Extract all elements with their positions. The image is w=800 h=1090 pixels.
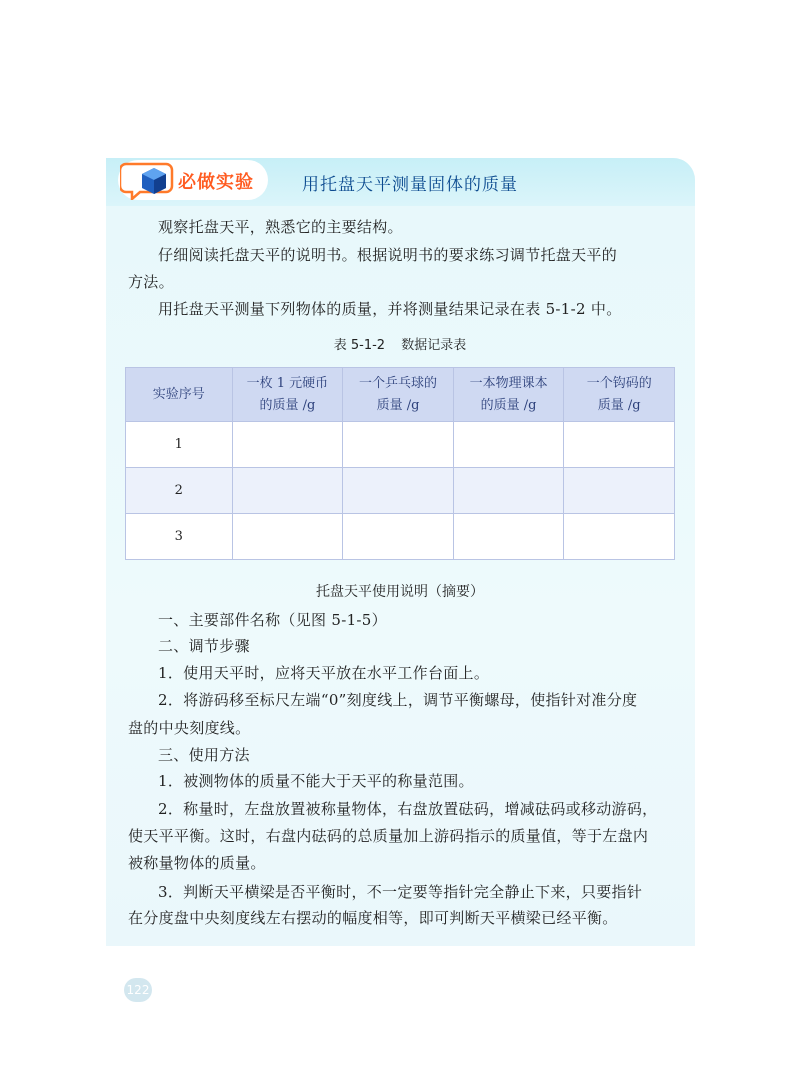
section-title: 用托盘天平测量固体的质量: [302, 175, 518, 195]
table-cell-empty[interactable]: [453, 422, 564, 468]
header-hook-weight-mass-line2: 质量 /g: [597, 397, 641, 413]
header-pingpong-mass-line2: 质量 /g: [376, 397, 420, 413]
header-textbook-mass-line1: 一本物理课本: [469, 375, 548, 391]
header-trial-number: [126, 368, 233, 422]
speech-bubble-cube-icon: [120, 160, 180, 200]
table-caption: [0, 334, 800, 353]
table-cell-empty[interactable]: [564, 422, 675, 468]
manual-title: 托盘天平使用说明（摘要）: [316, 584, 484, 600]
manual-line-3: 1．使用天平时，应将天平放在水平工作台面上。: [158, 664, 490, 682]
table-cell-empty[interactable]: [453, 514, 564, 560]
trial-number-cell: 1: [126, 422, 233, 468]
intro-line-4: 用托盘天平测量下列物体的质量，并将测量结果记录在表 5-1-2 中。: [158, 300, 622, 318]
header-coin-mass-line1: 一枚 1 元硬币: [246, 375, 329, 391]
table-caption-title: 数据记录表: [401, 338, 467, 353]
manual-line-12: 在分度盘中央刻度线左右摆动的幅度相等，即可判断天平横梁已经平衡。: [128, 909, 618, 927]
must-do-experiment-badge: [118, 160, 268, 200]
manual-line-5: 盘的中央刻度线。: [128, 719, 251, 737]
manual-line-7: 1．被测物体的质量不能大于天平的称量范围。: [158, 772, 474, 790]
manual-line-1: 一、主要部件名称（见图 5-1-5）: [158, 611, 387, 629]
header-textbook-mass: [453, 368, 564, 422]
table-cell-empty[interactable]: [453, 468, 564, 514]
manual-line-2: 二、调节步骤: [158, 637, 250, 655]
table-cell-empty[interactable]: [232, 468, 343, 514]
page-number: 122: [124, 978, 152, 1002]
header-hook-weight-mass: [564, 368, 675, 422]
table-cell-empty[interactable]: [232, 422, 343, 468]
intro-line-1: 观察托盘天平，熟悉它的主要结构。: [158, 218, 403, 236]
header-pingpong-mass-line1: 一个乒乓球的: [358, 375, 437, 391]
table-cell-empty[interactable]: [564, 468, 675, 514]
intro-line-2: 仔细阅读托盘天平的说明书。根据说明书的要求练习调节托盘天平的: [158, 246, 618, 264]
table-caption-number: 表 5-1-2: [333, 338, 386, 353]
badge-label: 必做实验: [178, 172, 254, 193]
header-pingpong-mass: [343, 368, 454, 422]
manual-line-6: 三、使用方法: [158, 746, 250, 764]
header-textbook-mass-line2: 的质量 /g: [480, 397, 537, 413]
manual-line-4: 2．将游码移至标尺左端“0”刻度线上，调节平衡螺母，使指针对准分度: [158, 691, 638, 709]
table-cell-empty[interactable]: [343, 514, 454, 560]
trial-number-cell: 3: [126, 514, 233, 560]
manual-line-9: 使天平平衡。这时，右盘内砝码的总质量加上游码指示的质量值，等于左盘内: [128, 827, 649, 845]
table-row: [126, 422, 675, 468]
table-cell-empty[interactable]: [343, 422, 454, 468]
data-record-table: [125, 367, 675, 560]
table-cell-empty[interactable]: [232, 514, 343, 560]
intro-line-3: 方法。: [128, 273, 174, 291]
header-trial-number-text: 实验序号: [152, 386, 205, 402]
manual-line-11: 3．判断天平横梁是否平衡时，不一定要等指针完全静止下来，只要指针: [158, 883, 643, 901]
manual-line-10: 被称量物体的质量。: [128, 854, 266, 872]
table-row: [126, 468, 675, 514]
trial-number-cell: 2: [126, 468, 233, 514]
table-header-row: [126, 368, 675, 422]
table-cell-empty[interactable]: [343, 468, 454, 514]
manual-line-8: 2．称量时，左盘放置被称量物体，右盘放置砝码，增减砝码或移动游码，: [158, 800, 658, 818]
table-row: [126, 514, 675, 560]
header-coin-mass: [232, 368, 343, 422]
table-cell-empty[interactable]: [564, 514, 675, 560]
header-coin-mass-line2: 的质量 /g: [259, 397, 316, 413]
header-hook-weight-mass-line1: 一个钩码的: [586, 375, 652, 391]
